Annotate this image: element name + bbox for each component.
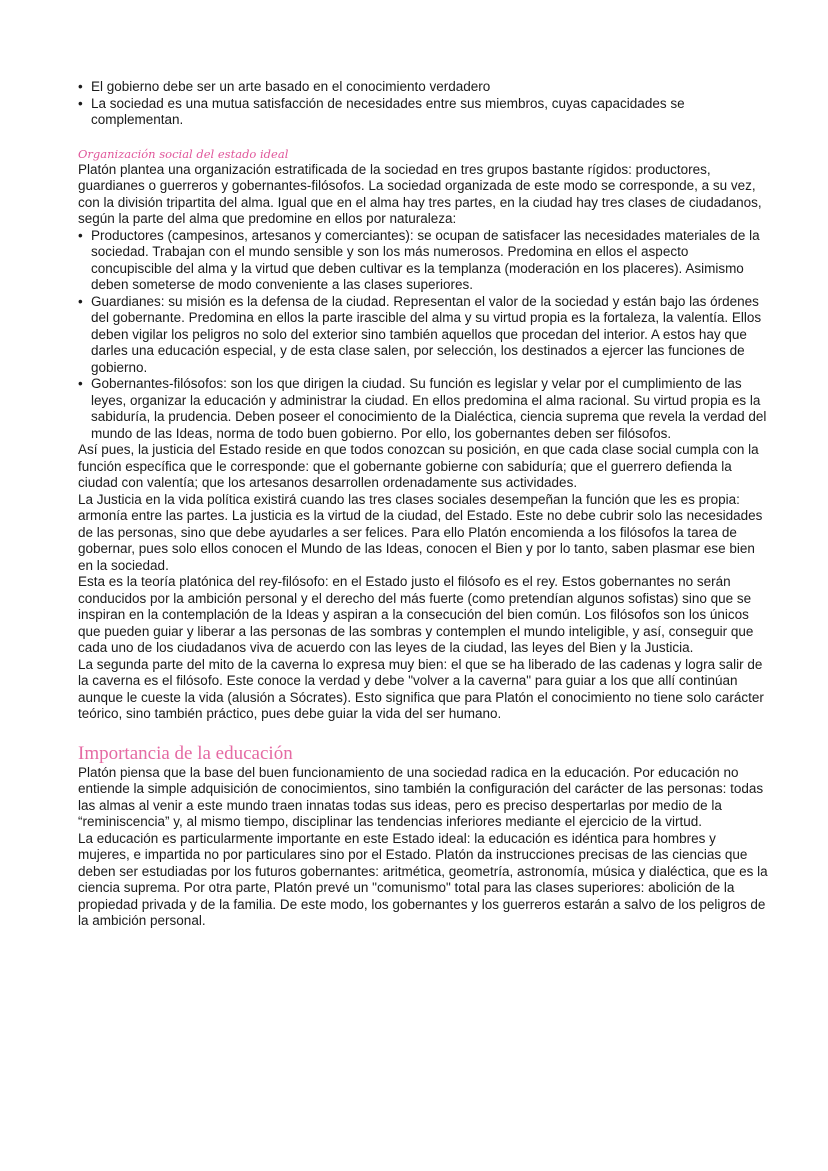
bullet-icon: •	[78, 376, 83, 391]
list-item: • Productores (campesinos, artesanos y comerciantes): se ocupan de satisfacer las necesidades materiales de la sociedad. Trabajan con el mundo sensible y son los más numerosos. Predomina en ellos el aspecto concupiscible del alma y la virtud que deben cultivar es la templanza (moderación en los placeres). Asimismo deben someterse de modo conveniente a las clases superiores.	[78, 227, 760, 292]
paragraph: La Justicia en la vida política existirá cuando las tres clases sociales desempeñan la función que les es propia: armonía entre las partes. La justicia es la virtud de la ciudad, del Estado. Este no debe cubrir solo las necesidades de las personas, sino que debe ayudarles a ser felices. Para ello Platón encomienda a los filósofos la tarea de gobernar, pues solo ellos conocen el Mundo de las Ideas, conocen el Bien y por lo tanto, saben plasmar ese bien en la sociedad.	[78, 491, 763, 573]
paragraph: Esta es la teoría platónica del rey-filósofo: en el Estado justo el filósofo es el rey. Estos gobernantes no serán conducidos por la ambición personal y el derecho del más fuerte (como pretendían algunos sofistas) sino que se inspiran en la contemplación de la Ideas y aspiran a la consecución del bien común. Los filósofos son los únicos que pueden guiar y liberar a las personas de las sombras y contemplen el mundo inteligible, y así, conseguir que cada uno de los ciudadanos viva de acuerdo con las leyes de la ciudad, las leyes del Bien y la Justicia.	[78, 574, 754, 655]
intro-bullet-list	[78, 79, 768, 129]
paragraph: Así pues, la justicia del Estado reside en que todos conozcan su posición, en que cada clase social cumpla con la función específica que le corresponde: que el gobernante gobierne con sabiduría; que el guerrero defienda la ciudad con valentía; que los artesanos desarrollen ordenadamente sus actividades.	[78, 442, 759, 490]
list-item: • Guardianes: su misión es la defensa de la ciudad. Representan el valor de la sociedad y están bajo las órdenes del gobernante. Predomina en ellos la parte irascible del alma y su virtud propia es la fortaleza, la valentía. Ellos deben vigilar los peligros no solo del exterior sino también aquellos que procedan del interior. A estos hay que darles una educación especial, y de esta clase salen, por selección, los destinados a ejercer las funciones de gobierno.	[78, 293, 762, 375]
paragraph: La segunda parte del mito de la caverna lo expresa muy bien: el que se ha liberado de las cadenas y logra salir de la caverna es el filósofo. Este conoce la verdad y debe "volver a la caverna" para guiar a los que allí continúan aunque le cueste la vida (alusión a Sócrates). Esto significa que para Platón el conocimiento no tiene solo carácter teórico, sino también práctico, pues debe guiar la vida del ser humano.	[78, 656, 764, 721]
list-item: • Gobernantes-filósofos: son los que dirigen la ciudad. Su función es legislar y velar por el cumplimiento de las leyes, organizar la educación y administrar la ciudad. En ellos predomina el alma racional. Su virtud propia es la sabiduría, la prudencia. Deben poseer el conocimiento de la Dialéctica, ciencia suprema que revela la verdad del mundo de las Ideas, norma de todo buen gobierno. Por ello, los gobernantes deben ser filósofos.	[78, 376, 767, 441]
class-bullet-list	[78, 228, 768, 443]
paragraph: La educación es particularmente importante en este Estado ideal: la educación es idéntica para hombres y mujeres, e impartida no por particulares sino por el Estado. Platón da instrucciones precisas de las ciencias que deben ser estudiadas por los futuros gobernantes: aritmética, geometría, astronomía, música y dialéctica, que es la ciencia suprema. Por otra parte, Platón prevé un "comunismo" total para las clases superiores: abolición de la propiedad privada y de la familia. De este modo, los gobernantes y los guerreros estarán a salvo de los peligros de la ambición personal.	[78, 830, 768, 928]
bullet-icon: •	[78, 227, 83, 243]
list-item: • La sociedad es una mutua satisfacción de necesidades entre sus miembros, cuyas capacidades se complementan.	[78, 95, 685, 127]
list-item: • El gobierno debe ser un arte basado en el conocimiento verdadero	[78, 79, 491, 94]
paragraph: Platón piensa que la base del buen funcionamiento de una sociedad radica en la educación. Por educación no entiende la simple adquisición de conocimientos, sino también la configuración del carácter de las personas: todas las almas al venir a este mundo traen innatas todas sus ideas, pero es preciso despertarlas por medio de la “reminiscencia” y, al mismo tiempo, disciplinar las tendencias inferiores mediante el ejercicio de la virtud.	[78, 764, 764, 829]
section-subheading: Organización social del estado ideal	[78, 146, 289, 161]
paragraph: Platón plantea una organización estratificada de la sociedad en tres grupos bastante rígidos: productores, guardianes o guerreros y gobernantes-filósofos. La sociedad organizada de este modo se corresponde, a su vez, con la división tripartita del alma. Igual que en el alma hay tres partes, en la ciudad hay tres clases de ciudadanos, según la parte del alma que predomine en ellos por naturaleza:	[78, 161, 762, 226]
bullet-icon: •	[78, 293, 83, 309]
bullet-icon: •	[78, 95, 83, 111]
section-heading: Importancia de la educación	[78, 742, 293, 764]
bullet-icon: •	[78, 79, 83, 94]
